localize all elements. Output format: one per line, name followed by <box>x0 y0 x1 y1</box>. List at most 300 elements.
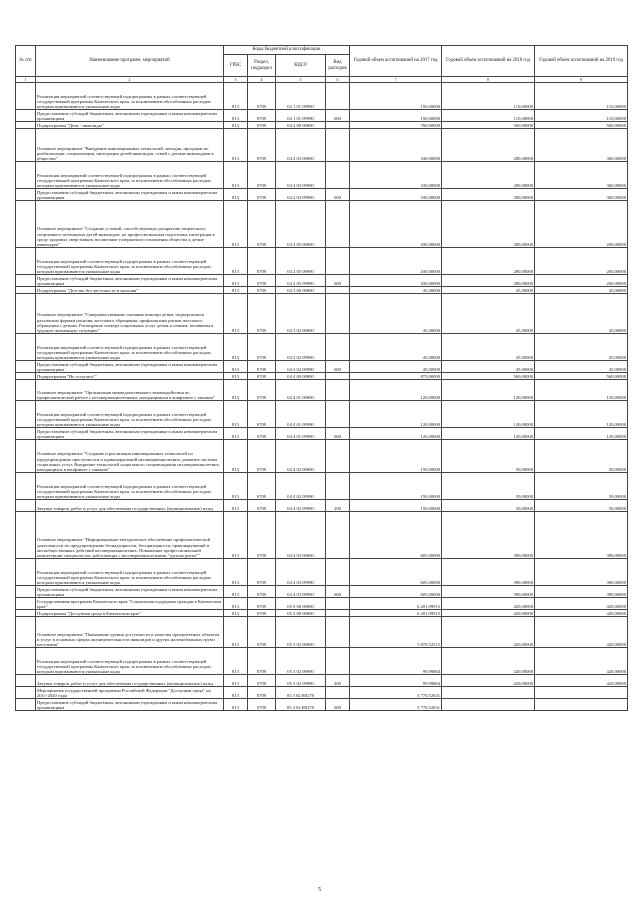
num-cell <box>16 287 36 294</box>
header-kcsr: КЦСР <box>276 55 326 77</box>
name-cell: Основное мероприятие "Информационно-методическое обеспечение профилактической деятельности по предупреждению безнадзорности, беспризорности, правонарушений и антиобщественных действий несовершеннолетних. Повышение профессиональной компетенции специалистов, работающих с несовершеннолетними "группы риска"" <box>36 512 224 559</box>
vid-cell <box>326 294 350 334</box>
amount-2018-cell <box>442 699 535 711</box>
amount-2018-cell: 390,00000 <box>442 512 535 559</box>
amount-2017-cell: 330,00000 <box>350 189 442 201</box>
kcsr-cell: 04 4 01 09990 <box>276 401 326 428</box>
amount-2019-cell: 360,00000 <box>535 189 628 201</box>
header-2018: Годовой объем ассигнований на 2018 год <box>442 46 535 77</box>
amount-2017-cell: 875,00000 <box>350 373 442 380</box>
num-cell <box>16 428 36 440</box>
amount-2018-cell: 420,00000 <box>442 675 535 687</box>
razdel-cell: 0709 <box>248 440 276 473</box>
header-vid: Вид расходов <box>326 55 350 77</box>
table-row <box>16 122 628 129</box>
grbs-cell: 813 <box>224 428 248 440</box>
name-cell: Подпрограмма "Доступная среда в Камчатском крае" <box>36 610 224 617</box>
razdel-cell: 0709 <box>248 512 276 559</box>
num-cell <box>16 122 36 129</box>
amount-2018-cell: 280,00000 <box>442 275 535 287</box>
num-cell <box>16 586 36 598</box>
amount-2018-cell: 420,00000 <box>442 598 535 610</box>
grbs-cell: 813 <box>224 201 248 248</box>
num-cell <box>16 275 36 287</box>
razdel-cell: 0709 <box>248 428 276 440</box>
vid-cell: 600 <box>326 275 350 287</box>
num-cell <box>16 201 36 248</box>
amount-2017-cell: 605,00000 <box>350 512 442 559</box>
amount-2018-cell: 390,00000 <box>442 559 535 586</box>
amount-2018-cell: 280,00000 <box>442 162 535 189</box>
kcsr-cell: 04 3 02 09990 <box>276 334 326 361</box>
name-cell: Реализация мероприятий соответствующей подпрограммы в рамках соответствующей государственной программы Камчатского края, за исключением обособленных расходов, которым присваиваются уникальные коды <box>36 83 224 110</box>
name-cell: Реализация мероприятий соответствующей подпрограммы в рамках соответствующей государственной программы Камчатского края, за исключением обособленных расходов, которым присваиваются уникальные коды <box>36 648 224 675</box>
num-cell <box>16 610 36 617</box>
table-row <box>16 162 628 189</box>
num-cell <box>16 401 36 428</box>
num-cell <box>16 110 36 122</box>
name-cell: Основное мероприятие "Организация межведомственного взаимодействия по профилактической работе с несовершеннолетними, находящимися в конфликте с законом" <box>36 380 224 401</box>
amount-2017-cell: 760,00000 <box>350 122 442 129</box>
amount-2017-cell: 6 201,99915 <box>350 610 442 617</box>
razdel-cell: 0709 <box>248 83 276 110</box>
table-row <box>16 380 628 401</box>
amount-2017-cell: 45,00000 <box>350 334 442 361</box>
amount-2019-cell: 45,00000 <box>535 287 628 294</box>
razdel-cell: 0709 <box>248 287 276 294</box>
num-cell <box>16 512 36 559</box>
vid-cell <box>326 617 350 648</box>
column-number: 7 <box>350 77 442 83</box>
table-row <box>16 401 628 428</box>
kcsr-cell: 04 4 03 00000 <box>276 512 326 559</box>
table-row <box>16 110 628 122</box>
name-cell: Реализация мероприятий соответствующей подпрограммы в рамках соответствующей государственной программы Камчатского края, за исключением обособленных расходов, которым присваиваются уникальные коды <box>36 334 224 361</box>
column-number: 2 <box>36 77 224 83</box>
table-row <box>16 512 628 559</box>
kcsr-cell: 04 4 01 09990 <box>276 428 326 440</box>
kcsr-cell: 04 3 02 09990 <box>276 361 326 373</box>
grbs-cell: 813 <box>224 473 248 500</box>
grbs-cell: 813 <box>224 401 248 428</box>
amount-2019-cell: 110,00000 <box>535 110 628 122</box>
column-number: 4 <box>248 77 276 83</box>
table-row <box>16 648 628 675</box>
razdel-cell: 0709 <box>248 500 276 512</box>
amount-2019-cell: 45,00000 <box>535 334 628 361</box>
name-cell: Реализация мероприятий соответствующей подпрограммы в рамках соответствующей государственной программы Камчатского края, за исключением обособленных расходов, которым присваиваются уникальные коды <box>36 248 224 275</box>
header-grbs: ГРБС <box>224 55 248 77</box>
num-cell <box>16 675 36 687</box>
table-row <box>16 294 628 334</box>
grbs-cell: 813 <box>224 559 248 586</box>
amount-2019-cell <box>535 699 628 711</box>
amount-2019-cell: 420,00000 <box>535 610 628 617</box>
table-row <box>16 473 628 500</box>
razdel-cell: 0709 <box>248 373 276 380</box>
amount-2019-cell: 360,00000 <box>535 129 628 162</box>
amount-2018-cell: 280,00000 <box>442 201 535 248</box>
razdel-cell: 0709 <box>248 275 276 287</box>
column-number: 1 <box>16 77 36 83</box>
name-cell: Предоставление субсидий бюджетным, автономным учреждениям и иным некоммерческим организациям <box>36 110 224 122</box>
vid-cell: 600 <box>326 586 350 598</box>
grbs-cell: 813 <box>224 248 248 275</box>
grbs-cell: 813 <box>224 380 248 401</box>
num-cell <box>16 617 36 648</box>
kcsr-cell: 05 3 00 00000 <box>276 610 326 617</box>
table-row <box>16 617 628 648</box>
vid-cell <box>326 610 350 617</box>
razdel-cell: 0709 <box>248 294 276 334</box>
column-number: 5 <box>276 77 326 83</box>
kcsr-cell: 05 3 02 09990 <box>276 675 326 687</box>
amount-2017-cell: 150,00000 <box>350 83 442 110</box>
name-cell: Реализация мероприятий соответствующей подпрограммы в рамках соответствующей государственной программы Камчатского края, за исключением обособленных расходов, которым присваиваются уникальные коды <box>36 473 224 500</box>
name-cell: Основное мероприятие "Создание условий, способствующих раскрытию творческого, спортивного потенциала детей-инвалидов, их профессиональная подготовка, интеграция в среду здоровых сверстников, воспитание толерантного отношения общества к детям-инвалидам" <box>36 201 224 248</box>
amount-2019-cell: 200,00000 <box>535 248 628 275</box>
amount-2017-cell: 120,00000 <box>350 401 442 428</box>
amount-2018-cell: 420,00000 <box>442 617 535 648</box>
grbs-cell: 813 <box>224 334 248 361</box>
kcsr-cell: 05 3 02 09990 <box>276 648 326 675</box>
kcsr-cell: 04 2 05 09990 <box>276 248 326 275</box>
num-cell <box>16 361 36 373</box>
kcsr-cell: 04 2 05 00000 <box>276 201 326 248</box>
amount-2019-cell: 50,00000 <box>535 500 628 512</box>
vid-cell <box>326 380 350 401</box>
amount-2018-cell: 120,00000 <box>442 428 535 440</box>
name-cell: Закупка товаров, работ и услуг для обеспечения государственных (муниципальных) нужд <box>36 500 224 512</box>
table-row <box>16 334 628 361</box>
table-row <box>16 610 628 617</box>
amount-2018-cell: 120,00000 <box>442 380 535 401</box>
amount-2018-cell: 45,00000 <box>442 287 535 294</box>
vid-cell <box>326 248 350 275</box>
grbs-cell: 813 <box>224 83 248 110</box>
razdel-cell: 0709 <box>248 361 276 373</box>
amount-2018-cell: 50,00000 <box>442 500 535 512</box>
amount-2018-cell: 45,00000 <box>442 294 535 334</box>
table-row <box>16 129 628 162</box>
amount-2017-cell: 430,00000 <box>350 248 442 275</box>
amount-2018-cell: 420,00000 <box>442 610 535 617</box>
razdel-cell: 0709 <box>248 610 276 617</box>
amount-2018-cell: 120,00000 <box>442 401 535 428</box>
name-cell: Основное мероприятие "Повышение уровня доступности и качества приоритетных объектов и услуг в основных сферах жизнедеятельности инвалидов и других маломобильных групп населения" <box>36 617 224 648</box>
vid-cell <box>326 201 350 248</box>
razdel-cell: 0709 <box>248 675 276 687</box>
table-row <box>16 201 628 248</box>
name-cell: Государственная программа Камчатского края "Социальная поддержка граждан в Камчатском крае" <box>36 598 224 610</box>
name-cell: Реализация мероприятий соответствующей подпрограммы в рамках соответствующей государственной программы Камчатского края, за исключением обособленных расходов, которым присваиваются уникальные коды <box>36 559 224 586</box>
num-cell <box>16 500 36 512</box>
amount-2018-cell: 45,00000 <box>442 334 535 361</box>
vid-cell <box>326 559 350 586</box>
amount-2017-cell: 120,00000 <box>350 428 442 440</box>
amount-2017-cell: 45,00000 <box>350 361 442 373</box>
amount-2017-cell: 150,00000 <box>350 440 442 473</box>
amount-2018-cell: 280,00000 <box>442 129 535 162</box>
kcsr-cell: 05 3 02 R0270 <box>276 687 326 699</box>
amount-2019-cell: 420,00000 <box>535 598 628 610</box>
grbs-cell: 813 <box>224 675 248 687</box>
amount-2019-cell: 120,00000 <box>535 401 628 428</box>
kcsr-cell: 04 2 03 09990 <box>276 162 326 189</box>
amount-2017-cell: 430,00000 <box>350 201 442 248</box>
header-razdel: Раздел, подраздел <box>248 55 276 77</box>
grbs-cell: 813 <box>224 275 248 287</box>
kcsr-cell: 04 2 03 00000 <box>276 129 326 162</box>
amount-2017-cell: 5 770,52631 <box>350 699 442 711</box>
grbs-cell: 813 <box>224 162 248 189</box>
amount-2018-cell: 560,00000 <box>442 122 535 129</box>
page-number: 5 <box>318 887 321 893</box>
amount-2017-cell: 150,00000 <box>350 473 442 500</box>
kcsr-cell: 04 2 05 09990 <box>276 275 326 287</box>
grbs-cell: 813 <box>224 617 248 648</box>
name-cell: Предоставление субсидий бюджетным, автономным учреждениям и иным некоммерческим организациям <box>36 699 224 711</box>
kcsr-cell: 05 0 00 00000 <box>276 598 326 610</box>
amount-2018-cell: 280,00000 <box>442 248 535 275</box>
amount-2019-cell: 390,00000 <box>535 586 628 598</box>
kcsr-cell: 04 4 03 09990 <box>276 586 326 598</box>
num-cell <box>16 648 36 675</box>
kcsr-cell: 04 3 00 00000 <box>276 287 326 294</box>
grbs-cell: 813 <box>224 500 248 512</box>
table-row <box>16 598 628 610</box>
amount-2017-cell: 5 870,52515 <box>350 617 442 648</box>
amount-2018-cell: 280,00000 <box>442 189 535 201</box>
kcsr-cell: 05 3 02 R0270 <box>276 699 326 711</box>
grbs-cell: 813 <box>224 648 248 675</box>
amount-2017-cell: 330,00000 <box>350 129 442 162</box>
grbs-cell: 813 <box>224 122 248 129</box>
kcsr-cell: 04 4 02 00000 <box>276 440 326 473</box>
name-cell: Реализация мероприятий соответствующей подпрограммы в рамках соответствующей государственной программы Камчатского края, за исключением обособленных расходов, которым присваиваются уникальные коды <box>36 162 224 189</box>
num-cell <box>16 687 36 699</box>
vid-cell: 600 <box>326 110 350 122</box>
vid-cell <box>326 512 350 559</box>
grbs-cell: 813 <box>224 129 248 162</box>
name-cell: Предоставление субсидий бюджетным, автономным учреждениям и иным некоммерческим организациям <box>36 361 224 373</box>
column-number: 6 <box>326 77 350 83</box>
num-cell <box>16 699 36 711</box>
amount-2018-cell: 110,00000 <box>442 83 535 110</box>
amount-2018-cell: 45,00000 <box>442 361 535 373</box>
amount-2019-cell: 200,00000 <box>535 275 628 287</box>
name-cell: Предоставление субсидий бюджетным, автономным учреждениям и иным некоммерческим организациям <box>36 275 224 287</box>
table-row <box>16 248 628 275</box>
amount-2018-cell: 390,00000 <box>442 586 535 598</box>
amount-2019-cell: 420,00000 <box>535 617 628 648</box>
kcsr-cell: 04 1 01 09990 <box>276 110 326 122</box>
grbs-cell: 813 <box>224 610 248 617</box>
kcsr-cell: 04 4 01 00000 <box>276 380 326 401</box>
grbs-cell: 813 <box>224 687 248 699</box>
razdel-cell: 0709 <box>248 201 276 248</box>
header-2019: Годовой объем ассигнований на 2019 год <box>535 46 628 77</box>
name-cell: Основное мероприятие "Совершенствование оказания помощи детям, подвергшимся различным формам насилия, жестокого обращения, профилактика рисков жестокого обращения с детьми. Расширение спектра социальных услуг детям и семьям, попавшим в трудную жизненную ситуацию" <box>36 294 224 334</box>
num-cell <box>16 334 36 361</box>
name-cell: Подпрограмма "Не оступись!" <box>36 373 224 380</box>
razdel-cell: 0709 <box>248 129 276 162</box>
amount-2018-cell: 560,00000 <box>442 373 535 380</box>
amount-2019-cell: 120,00000 <box>535 380 628 401</box>
num-cell <box>16 162 36 189</box>
razdel-cell: 0709 <box>248 687 276 699</box>
kcsr-cell: 04 2 03 09990 <box>276 189 326 201</box>
razdel-cell: 0709 <box>248 380 276 401</box>
grbs-cell: 813 <box>224 440 248 473</box>
vid-cell <box>326 129 350 162</box>
num-cell <box>16 373 36 380</box>
razdel-cell: 0709 <box>248 334 276 361</box>
column-number: 3 <box>224 77 248 83</box>
name-cell: Предоставление субсидий бюджетным, автономным учреждениям и иным некоммерческим организациям <box>36 189 224 201</box>
name-cell: Предоставление субсидий бюджетным, автономным учреждениям и иным некоммерческим организациям <box>36 428 224 440</box>
table-row <box>16 699 628 711</box>
grbs-cell: 813 <box>224 361 248 373</box>
name-cell: Подпрограмма "Детство без жестокости и насилия" <box>36 287 224 294</box>
table-row <box>16 687 628 699</box>
razdel-cell: 0709 <box>248 122 276 129</box>
name-cell: Подпрограмма "Дети - инвалиды" <box>36 122 224 129</box>
name-cell: Основное мероприятие "Создание и реализация инновационных технологий по предупреждению преступности и правонарушений несовершеннолетних, развитие системы социальных услуг. Внедрение технологий социального сопровождения несовершеннолетних, находящихся в конфликте с законом" <box>36 440 224 473</box>
amount-2019-cell: 560,00000 <box>535 373 628 380</box>
amount-2018-cell: 50,00000 <box>442 473 535 500</box>
amount-2017-cell: 99,99884 <box>350 675 442 687</box>
vid-cell: 600 <box>326 361 350 373</box>
amount-2019-cell: 45,00000 <box>535 361 628 373</box>
vid-cell <box>326 440 350 473</box>
name-cell: Закупка товаров, работ и услуг для обеспечения государственных (муниципальных) нужд <box>36 675 224 687</box>
grbs-cell: 813 <box>224 189 248 201</box>
vid-cell <box>326 648 350 675</box>
razdel-cell: 0709 <box>248 162 276 189</box>
amount-2017-cell: 45,00000 <box>350 294 442 334</box>
table-row <box>16 428 628 440</box>
amount-2019-cell: 390,00000 <box>535 512 628 559</box>
amount-2019-cell: 360,00000 <box>535 162 628 189</box>
kcsr-cell: 04 1 01 09990 <box>276 83 326 110</box>
kcsr-cell: 04 4 02 09990 <box>276 473 326 500</box>
num-cell <box>16 248 36 275</box>
table-body <box>16 83 628 711</box>
vid-cell <box>326 687 350 699</box>
grbs-cell: 813 <box>224 294 248 334</box>
header-codes-group: Коды бюджетной классификации <box>224 46 350 55</box>
amount-2017-cell: 45,00000 <box>350 287 442 294</box>
grbs-cell: 813 <box>224 598 248 610</box>
razdel-cell: 0709 <box>248 401 276 428</box>
vid-cell: 600 <box>326 189 350 201</box>
num-cell <box>16 473 36 500</box>
razdel-cell: 0709 <box>248 189 276 201</box>
kcsr-cell: 04 2 00 00000 <box>276 122 326 129</box>
num-cell <box>16 559 36 586</box>
vid-cell <box>326 473 350 500</box>
amount-2019-cell: 45,00000 <box>535 294 628 334</box>
name-cell: Предоставление субсидий бюджетным, автономным учреждениям и иным некоммерческим организациям <box>36 586 224 598</box>
kcsr-cell: 04 4 00 00000 <box>276 373 326 380</box>
amount-2019-cell: 120,00000 <box>535 428 628 440</box>
amount-2017-cell: 120,00000 <box>350 380 442 401</box>
grbs-cell: 813 <box>224 512 248 559</box>
num-cell <box>16 598 36 610</box>
amount-2017-cell: 605,00000 <box>350 586 442 598</box>
num-cell <box>16 189 36 201</box>
budget-table <box>15 45 628 711</box>
name-cell: Основное мероприятие "Внедрение инновационных технологий, методик, программ по реабилитации, социализации, интеграции детей-инвалидов, семей с детьми-инвалидами в общество" <box>36 129 224 162</box>
vid-cell <box>326 373 350 380</box>
table-row <box>16 361 628 373</box>
header-2017: Годовой объем ассигнований на 2017 год <box>350 46 442 77</box>
amount-2017-cell: 99,99884 <box>350 648 442 675</box>
amount-2017-cell: 330,00000 <box>350 162 442 189</box>
num-cell <box>16 129 36 162</box>
amount-2019-cell: 390,00000 <box>535 559 628 586</box>
amount-2017-cell: 150,00000 <box>350 500 442 512</box>
amount-2019-cell: 420,00000 <box>535 648 628 675</box>
table-row <box>16 275 628 287</box>
grbs-cell: 813 <box>224 110 248 122</box>
razdel-cell: 0709 <box>248 473 276 500</box>
grbs-cell: 813 <box>224 287 248 294</box>
amount-2019-cell: 200,00000 <box>535 201 628 248</box>
vid-cell: 600 <box>326 428 350 440</box>
table-row <box>16 83 628 110</box>
razdel-cell: 0709 <box>248 559 276 586</box>
table-row <box>16 559 628 586</box>
header-name: Наименование программ, мероприятий <box>36 46 224 77</box>
vid-cell <box>326 83 350 110</box>
amount-2018-cell: 50,00000 <box>442 440 535 473</box>
table-header <box>16 46 628 83</box>
amount-2017-cell: 430,00000 <box>350 275 442 287</box>
vid-cell <box>326 287 350 294</box>
num-cell <box>16 380 36 401</box>
amount-2018-cell <box>442 687 535 699</box>
table-row <box>16 287 628 294</box>
amount-2017-cell: 605,00000 <box>350 559 442 586</box>
amount-2019-cell: 560,00000 <box>535 122 628 129</box>
amount-2019-cell <box>535 687 628 699</box>
num-cell <box>16 83 36 110</box>
header-num: № п/п <box>16 46 36 77</box>
vid-cell <box>326 401 350 428</box>
amount-2017-cell: 5 770,52631 <box>350 687 442 699</box>
vid-cell <box>326 162 350 189</box>
amount-2019-cell: 420,00000 <box>535 675 628 687</box>
amount-2019-cell: 50,00000 <box>535 440 628 473</box>
amount-2018-cell: 110,00000 <box>442 110 535 122</box>
num-cell <box>16 294 36 334</box>
table-row <box>16 440 628 473</box>
amount-2017-cell: 6 201,99915 <box>350 598 442 610</box>
vid-cell <box>326 598 350 610</box>
name-cell: Мероприятия государственной программы Российской Федерации "Доступная среда" на 2011-2020 годы <box>36 687 224 699</box>
table-row <box>16 675 628 687</box>
table-row <box>16 189 628 201</box>
razdel-cell: 0709 <box>248 598 276 610</box>
amount-2019-cell: 50,00000 <box>535 473 628 500</box>
vid-cell: 600 <box>326 699 350 711</box>
table-row <box>16 586 628 598</box>
kcsr-cell: 05 3 02 00000 <box>276 617 326 648</box>
kcsr-cell: 04 4 03 09990 <box>276 559 326 586</box>
vid-cell <box>326 334 350 361</box>
